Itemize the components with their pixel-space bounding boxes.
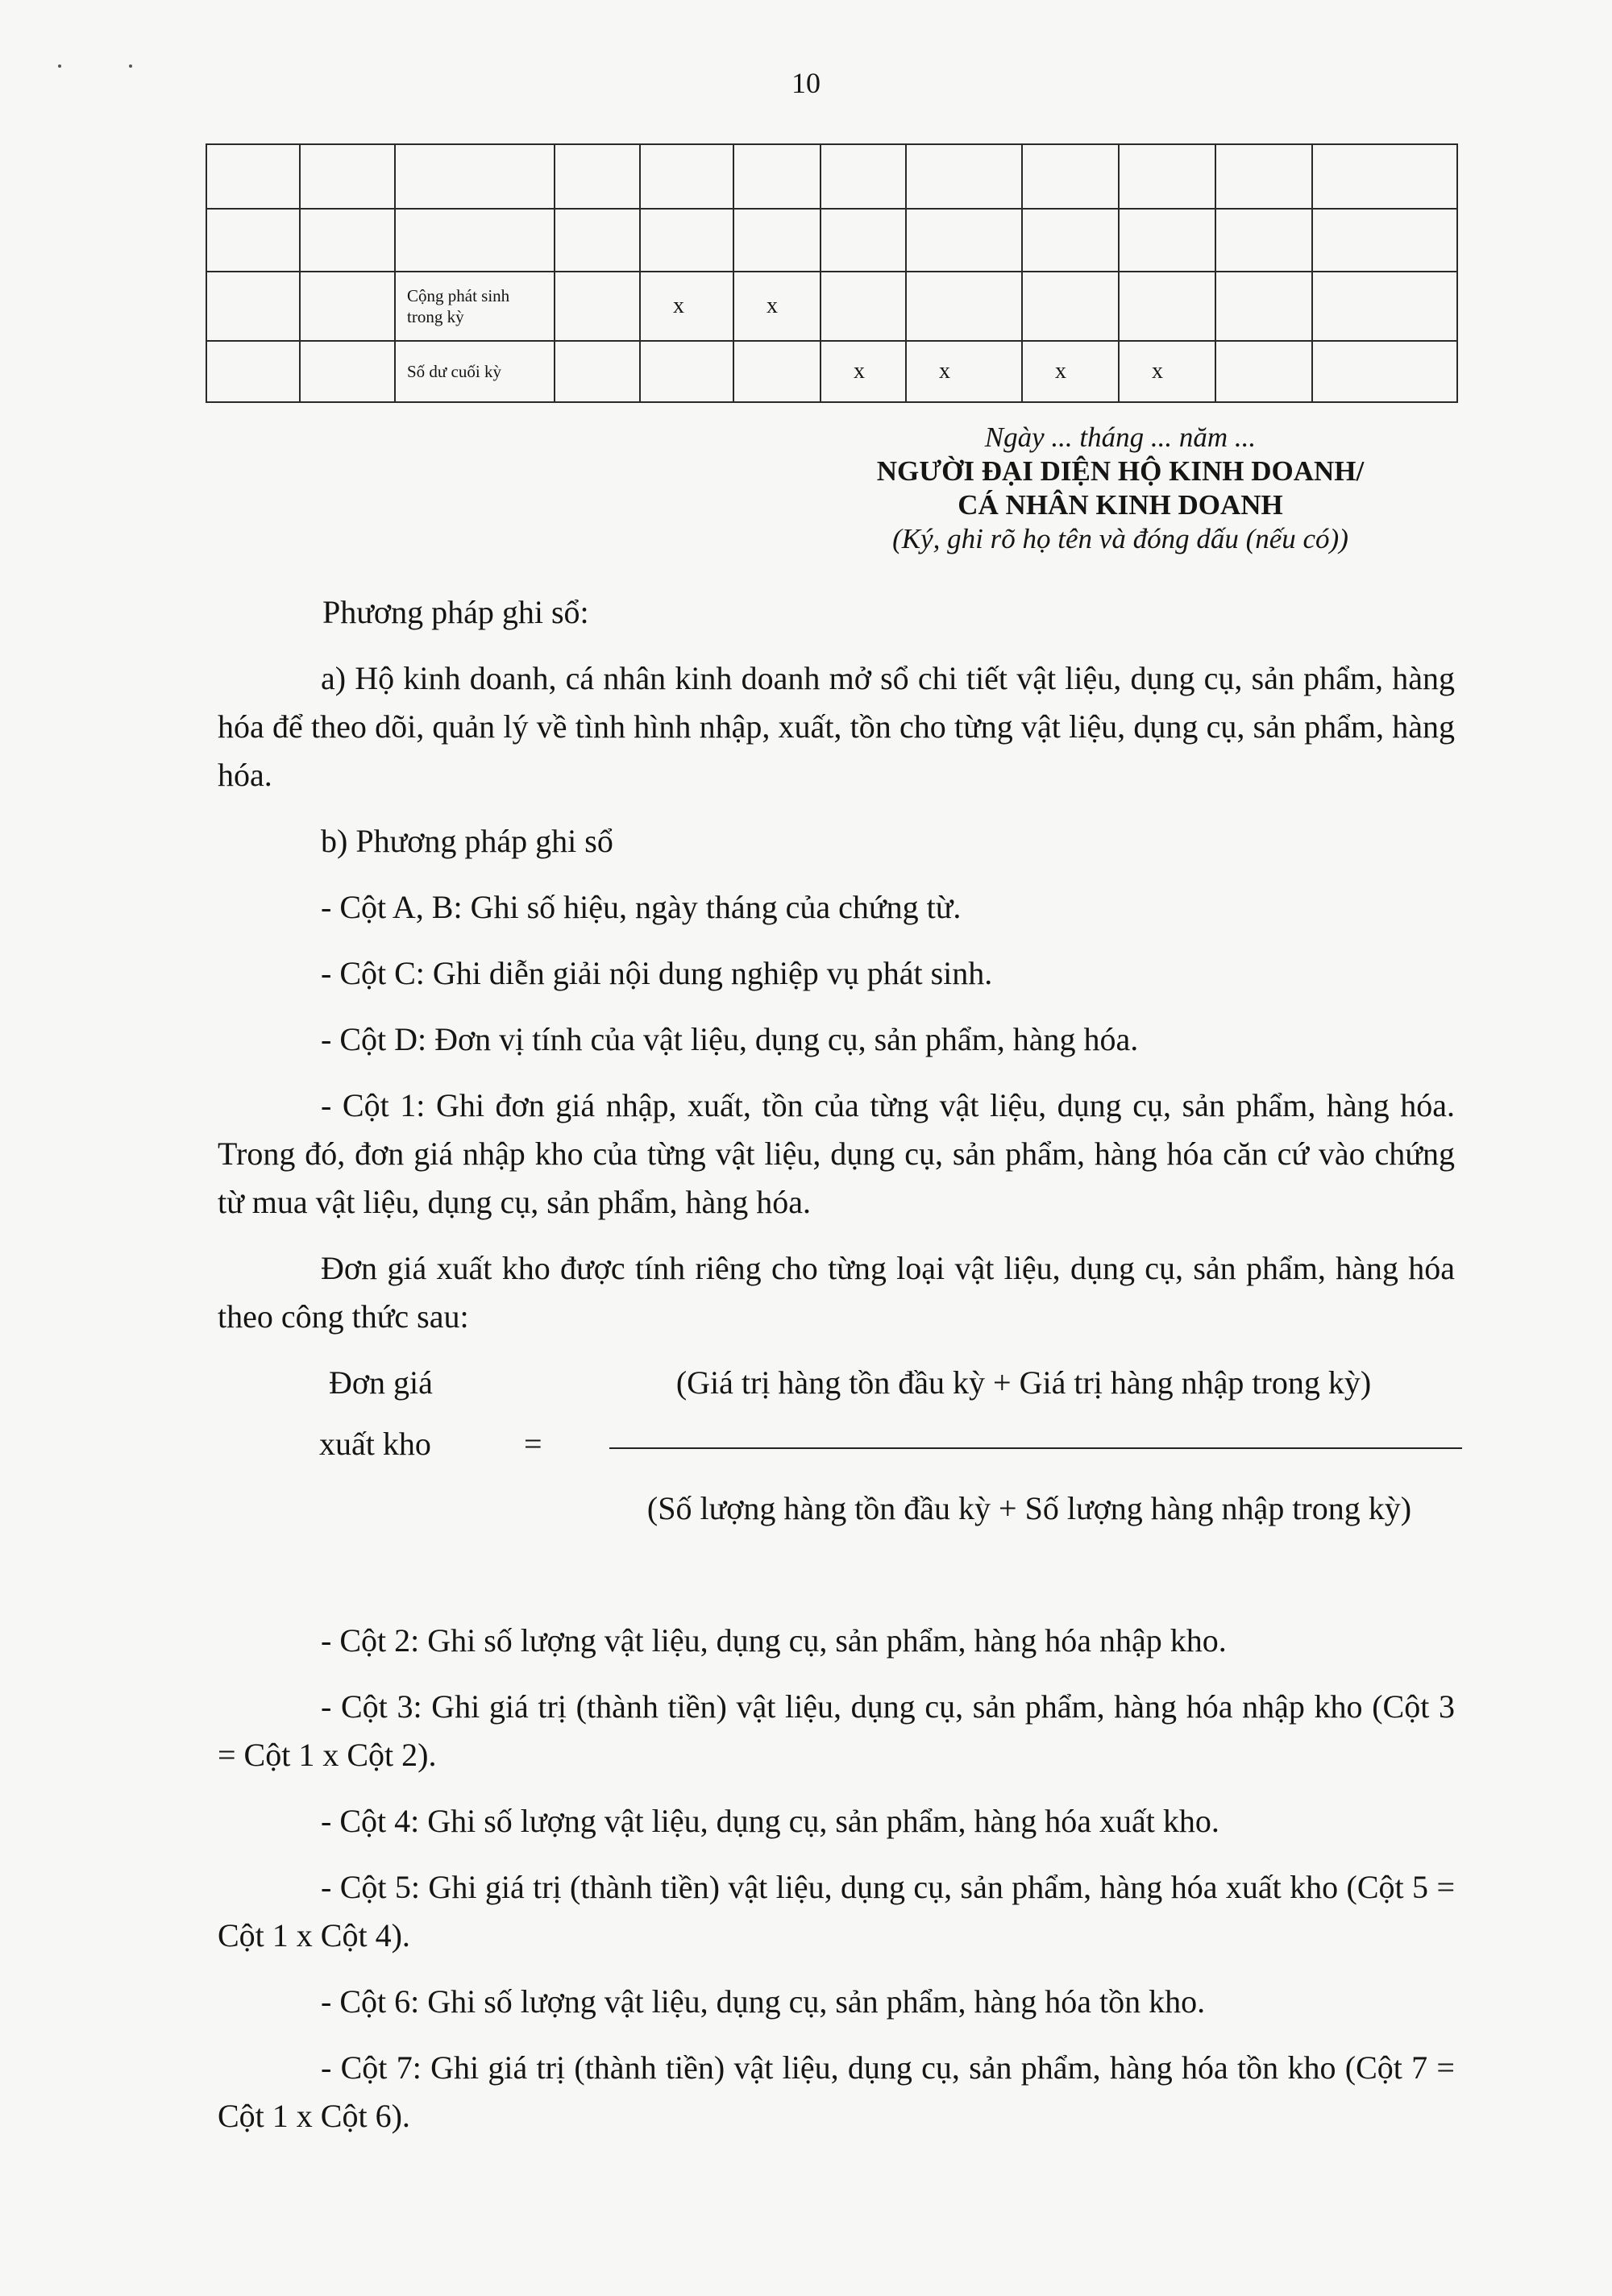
table-cell: [640, 341, 733, 402]
table-cell: Số dư cuối kỳ: [395, 341, 555, 402]
table-cell: [1215, 272, 1312, 341]
section-heading: Phương pháp ghi sổ:: [322, 594, 589, 630]
table-cell: [300, 144, 395, 209]
table-cell: [733, 341, 821, 402]
table-cell: [555, 144, 640, 209]
column-6-note: - Cột 6: Ghi số lượng vật liệu, dụng cụ, sản phẩm, hàng hóa tồn kho.: [321, 1983, 1206, 2020]
signature-note: (Ký, ghi rõ họ tên và đóng dấu (nếu có)): [892, 523, 1348, 554]
table-cell: x: [733, 272, 821, 341]
table-cell: [821, 144, 906, 209]
table-cell: [300, 209, 395, 272]
column-7-note: - Cột 7: Ghi giá trị (thành tiền) vật liệu, dụng cụ, sản phẩm, hàng hóa tồn kho (Cột 7 = Cột 1 x Cột 6).: [218, 2049, 1455, 2134]
table-row: [206, 272, 1457, 341]
table-cell: [1312, 209, 1457, 272]
table-cell: [300, 341, 395, 402]
table-cell: [1215, 144, 1312, 209]
formula-lhs-line2: xuất kho: [319, 1426, 431, 1462]
paragraph-a: a) Hộ kinh doanh, cá nhân kinh doanh mở sổ chi tiết vật liệu, dụng cụ, sản phẩm, hàng hóa để theo dõi, quản lý về tình hình nhập, xuất, tồn cho từng vật liệu, dụng cụ, sản phẩm, hàng hóa.: [218, 660, 1455, 793]
column-ab-note: - Cột A, B: Ghi số hiệu, ngày tháng của chứng từ.: [321, 889, 962, 925]
table-cell: [1119, 209, 1215, 272]
table-cell: [395, 209, 555, 272]
table-cell: [206, 209, 300, 272]
table-cell: [300, 272, 395, 341]
table-cell: x: [821, 341, 906, 402]
table-cell: [1119, 272, 1215, 341]
formula-denominator: (Số lượng hàng tồn đầu kỳ + Số lượng hàng nhập trong kỳ): [646, 1490, 1412, 1526]
table-cell: [555, 272, 640, 341]
column-2-note: - Cột 2: Ghi số lượng vật liệu, dụng cụ, sản phẩm, hàng hóa nhập kho.: [321, 1622, 1227, 1659]
signature-title-line1: NGƯỜI ĐẠI DIỆN HỘ KINH DOANH/: [876, 455, 1365, 487]
table-cell: [206, 272, 300, 341]
column-d-note: - Cột D: Đơn vị tính của vật liệu, dụng cụ, sản phẩm, hàng hóa.: [321, 1021, 1139, 1057]
table-cell: [555, 209, 640, 272]
fraction-bar: [609, 1447, 1462, 1449]
table-cell: [906, 209, 1022, 272]
paragraph-b: b) Phương pháp ghi sổ: [321, 823, 613, 859]
table-cell: [1312, 144, 1457, 209]
signature-title-line2: CÁ NHÂN KINH DOANH: [958, 489, 1283, 521]
table-cell: [821, 209, 906, 272]
unit-price-formula: [218, 1364, 1463, 1549]
table-cell: x: [906, 341, 1022, 402]
formula-lhs-line1: Đơn giá: [329, 1364, 433, 1401]
column-3-note: - Cột 3: Ghi giá trị (thành tiền) vật liệu, dụng cụ, sản phẩm, hàng hóa nhập kho (Cột 3 = Cột 1 x Cột 2).: [218, 1688, 1455, 1773]
signature-block: [814, 421, 1427, 556]
signature-date: Ngày ... tháng ... năm ...: [984, 421, 1257, 453]
formula-intro: Đơn giá xuất kho được tính riêng cho từng loại vật liệu, dụng cụ, sản phẩm, hàng hóa theo công thức sau:: [218, 1250, 1455, 1335]
page-number: 10: [791, 67, 821, 99]
table-row: [206, 209, 1457, 272]
table-cell: [1022, 144, 1119, 209]
ledger-table: [206, 143, 1458, 403]
table-cell: [821, 272, 906, 341]
table-cell: x: [640, 272, 733, 341]
table-cell: Cộng phát sinh trong kỳ: [395, 272, 555, 341]
table-cell: x: [1022, 341, 1119, 402]
table-cell: [1215, 341, 1312, 402]
table-cell: [906, 144, 1022, 209]
table-cell: [906, 272, 1022, 341]
column-notes-section: [218, 1617, 1455, 2158]
column-5-note: - Cột 5: Ghi giá trị (thành tiền) vật liệu, dụng cụ, sản phẩm, hàng hóa xuất kho (Cột 5 = Cột 1 x Cột 4).: [218, 1869, 1455, 1953]
table-cell: [555, 341, 640, 402]
table-cell: x: [1119, 341, 1215, 402]
table-cell: [206, 341, 300, 402]
table-cell: [733, 144, 821, 209]
method-section: [218, 588, 1455, 1359]
formula-numerator: (Giá trị hàng tồn đầu kỳ + Giá trị hàng nhập trong kỳ): [675, 1364, 1372, 1401]
column-1-note: - Cột 1: Ghi đơn giá nhập, xuất, tồn của từng vật liệu, dụng cụ, sản phẩm, hàng hóa. Trong đó, đơn giá nhập kho của từng vật liệu, dụng cụ, sản phẩm, hàng hóa căn cứ vào chứng từ mua vật liệu, dụng cụ, sản phẩm, hàng hóa.: [218, 1087, 1455, 1220]
table-cell: [640, 144, 733, 209]
table-cell: [395, 144, 555, 209]
table-cell: [206, 144, 300, 209]
table-cell: [1022, 209, 1119, 272]
column-4-note: - Cột 4: Ghi số lượng vật liệu, dụng cụ, sản phẩm, hàng hóa xuất kho.: [321, 1803, 1219, 1839]
table-row: [206, 144, 1457, 209]
table-cell: [640, 209, 733, 272]
formula-equals: =: [524, 1426, 542, 1462]
table-cell: [1215, 209, 1312, 272]
table-cell: [1312, 272, 1457, 341]
table-cell: [1312, 341, 1457, 402]
table-row: [206, 341, 1457, 402]
table-cell: [1119, 144, 1215, 209]
column-c-note: - Cột C: Ghi diễn giải nội dung nghiệp vụ phát sinh.: [321, 955, 993, 991]
table-cell: [733, 209, 821, 272]
table-cell: [1022, 272, 1119, 341]
